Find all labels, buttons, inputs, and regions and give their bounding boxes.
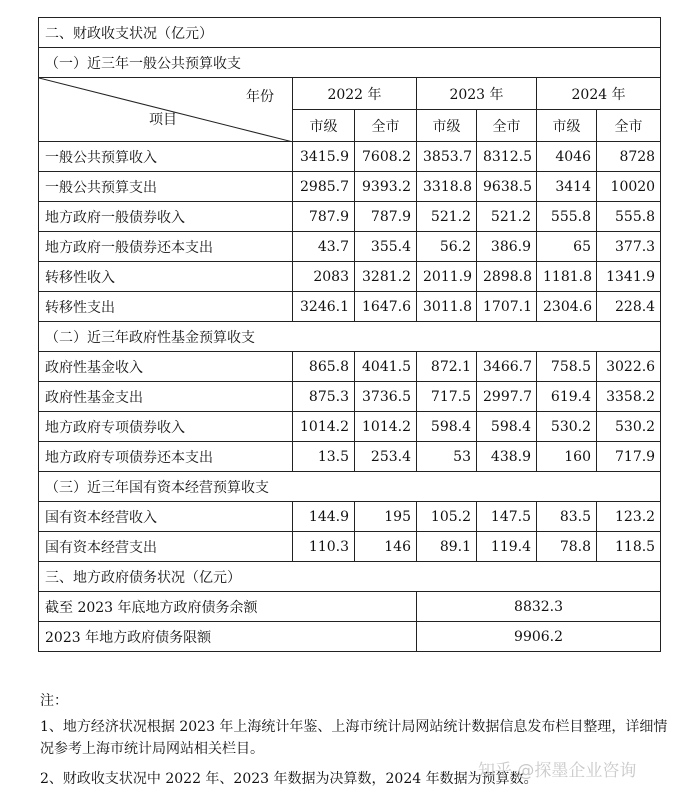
note-1: 1、地方经济状况根据 2023 年上海统计年鉴、上海市统计局网站统计数据信息发布栏目整理，详细情况参考上海市统计局网站相关栏目。 — [40, 719, 668, 757]
value-cell: 43.7 — [293, 232, 355, 262]
value-cell: 1014.2 — [293, 412, 355, 442]
subcol-header: 市级 — [293, 110, 355, 142]
subcol-header: 全市 — [597, 110, 661, 142]
value-cell: 4041.5 — [355, 352, 417, 382]
notes-title: 注： — [40, 693, 68, 709]
value-cell: 1647.6 — [355, 292, 417, 322]
row-label: 国有资本经营收入 — [39, 502, 293, 532]
table-row — [39, 532, 661, 562]
value-cell: 83.5 — [537, 502, 597, 532]
table-row — [39, 232, 661, 262]
table-row — [39, 412, 661, 442]
row-label: 地方政府专项债券还本支出 — [39, 442, 293, 472]
subcol-header: 全市 — [355, 110, 417, 142]
sub2-title: （二）近三年政府性基金预算收支 — [39, 322, 661, 352]
value-cell: 3246.1 — [293, 292, 355, 322]
table-row — [39, 442, 661, 472]
row-label: 地方政府专项债券收入 — [39, 412, 293, 442]
table-row — [39, 382, 661, 412]
table-row — [39, 262, 661, 292]
year-header-2022: 2022 年 — [293, 78, 417, 110]
value-cell: 119.4 — [477, 532, 537, 562]
diag-year-label: 年份 — [246, 89, 274, 105]
value-cell: 521.2 — [417, 202, 477, 232]
row-label: 转移性收入 — [39, 262, 293, 292]
value-cell: 7608.2 — [355, 142, 417, 172]
value-cell: 10020 — [597, 172, 661, 202]
value-cell: 377.3 — [597, 232, 661, 262]
value-cell: 717.9 — [597, 442, 661, 472]
value-cell: 3281.2 — [355, 262, 417, 292]
value-cell: 4046 — [537, 142, 597, 172]
value-cell: 555.8 — [597, 202, 661, 232]
fiscal-table — [38, 17, 661, 652]
value-cell: 253.4 — [355, 442, 417, 472]
value-cell: 3358.2 — [597, 382, 661, 412]
value-cell: 1707.1 — [477, 292, 537, 322]
value-cell: 160 — [537, 442, 597, 472]
value-cell: 355.4 — [355, 232, 417, 262]
value-cell: 89.1 — [417, 532, 477, 562]
value-cell: 872.1 — [417, 352, 477, 382]
value-cell: 1341.9 — [597, 262, 661, 292]
fiscal-table-container — [38, 17, 660, 652]
table-row — [39, 292, 661, 322]
value-cell: 105.2 — [417, 502, 477, 532]
value-cell: 8728 — [597, 142, 661, 172]
value-cell: 3466.7 — [477, 352, 537, 382]
diag-item-label: 项目 — [149, 112, 177, 128]
table-row — [39, 172, 661, 202]
value-cell: 2997.7 — [477, 382, 537, 412]
value-cell: 1181.8 — [537, 262, 597, 292]
value-cell: 530.2 — [597, 412, 661, 442]
value-cell: 195 — [355, 502, 417, 532]
value-cell: 758.5 — [537, 352, 597, 382]
row-label: 政府性基金支出 — [39, 382, 293, 412]
debt-value: 9906.2 — [417, 622, 661, 652]
value-cell: 717.5 — [417, 382, 477, 412]
section2-title: 二、财政收支状况（亿元） — [39, 18, 661, 48]
value-cell: 3011.8 — [417, 292, 477, 322]
debt-value: 8832.3 — [417, 592, 661, 622]
diagonal-header-cell — [39, 78, 293, 142]
debt-label: 截至 2023 年底地方政府债务余额 — [39, 592, 417, 622]
table-row — [39, 502, 661, 532]
value-cell: 9393.2 — [355, 172, 417, 202]
value-cell: 78.8 — [537, 532, 597, 562]
value-cell: 146 — [355, 532, 417, 562]
year-header-2024: 2024 年 — [537, 78, 661, 110]
value-cell: 3415.9 — [293, 142, 355, 172]
value-cell: 2898.8 — [477, 262, 537, 292]
value-cell: 2985.7 — [293, 172, 355, 202]
note-2: 2、财政收支状况中 2022 年、2023 年数据为决算数，2024 年数据为预算数。 — [40, 771, 538, 787]
value-cell: 521.2 — [477, 202, 537, 232]
table-row — [39, 202, 661, 232]
debt-label: 2023 年地方政府债务限额 — [39, 622, 417, 652]
value-cell: 13.5 — [293, 442, 355, 472]
value-cell: 619.4 — [537, 382, 597, 412]
row-label: 政府性基金收入 — [39, 352, 293, 382]
debt-row — [39, 622, 661, 652]
subcol-header: 市级 — [417, 110, 477, 142]
value-cell: 2083 — [293, 262, 355, 292]
table-row — [39, 352, 661, 382]
value-cell: 875.3 — [293, 382, 355, 412]
value-cell: 598.4 — [477, 412, 537, 442]
row-label: 一般公共预算支出 — [39, 172, 293, 202]
value-cell: 2304.6 — [537, 292, 597, 322]
value-cell: 530.2 — [537, 412, 597, 442]
value-cell: 555.8 — [537, 202, 597, 232]
row-label: 国有资本经营支出 — [39, 532, 293, 562]
value-cell: 3414 — [537, 172, 597, 202]
value-cell: 118.5 — [597, 532, 661, 562]
value-cell: 386.9 — [477, 232, 537, 262]
sub1-title: （一）近三年一般公共预算收支 — [39, 48, 661, 78]
row-label: 地方政府一般债券收入 — [39, 202, 293, 232]
value-cell: 3022.6 — [597, 352, 661, 382]
value-cell: 787.9 — [355, 202, 417, 232]
value-cell: 9638.5 — [477, 172, 537, 202]
subcol-header: 全市 — [477, 110, 537, 142]
value-cell: 3853.7 — [417, 142, 477, 172]
section3-title: 三、地方政府债务状况（亿元） — [39, 562, 661, 592]
value-cell: 3736.5 — [355, 382, 417, 412]
value-cell: 228.4 — [597, 292, 661, 322]
row-label: 转移性支出 — [39, 292, 293, 322]
value-cell: 147.5 — [477, 502, 537, 532]
value-cell: 53 — [417, 442, 477, 472]
value-cell: 65 — [537, 232, 597, 262]
value-cell: 438.9 — [477, 442, 537, 472]
value-cell: 56.2 — [417, 232, 477, 262]
value-cell: 2011.9 — [417, 262, 477, 292]
value-cell: 3318.8 — [417, 172, 477, 202]
year-header-2023: 2023 年 — [417, 78, 537, 110]
value-cell: 144.9 — [293, 502, 355, 532]
value-cell: 8312.5 — [477, 142, 537, 172]
value-cell: 598.4 — [417, 412, 477, 442]
value-cell: 123.2 — [597, 502, 661, 532]
value-cell: 110.3 — [293, 532, 355, 562]
subcol-header: 市级 — [537, 110, 597, 142]
debt-row — [39, 592, 661, 622]
row-label: 一般公共预算收入 — [39, 142, 293, 172]
row-label: 地方政府一般债券还本支出 — [39, 232, 293, 262]
watermark: 知乎 @探墨企业咨询 — [478, 761, 637, 781]
value-cell: 1014.2 — [355, 412, 417, 442]
value-cell: 865.8 — [293, 352, 355, 382]
table-row — [39, 142, 661, 172]
sub3-title: （三）近三年国有资本经营预算收支 — [39, 472, 661, 502]
value-cell: 787.9 — [293, 202, 355, 232]
